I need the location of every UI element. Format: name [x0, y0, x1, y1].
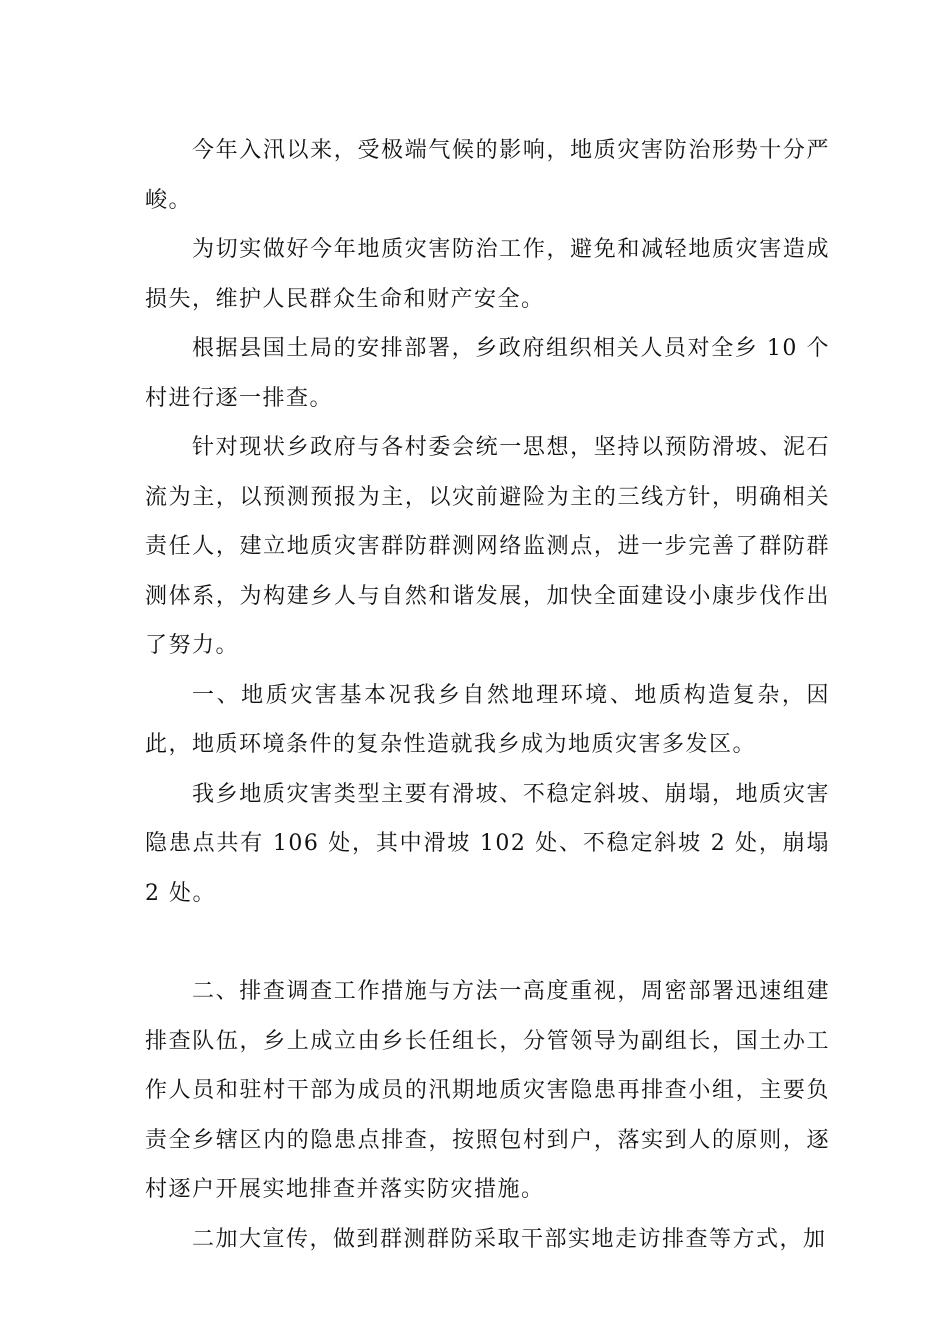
paragraph-hazard-types: 我乡地质灾害类型主要有滑坡、不稳定斜坡、崩塌，地质灾害隐患点共有 106 处，其中滑坡 102 处、不稳定斜坡 2 处，崩塌 2 处。 — [145, 781, 830, 906]
paragraph-section-two-measures: 二、排查调查工作措施与方法一高度重视，周密部署迅速组建排查队伍，乡上成立由乡长任组长，分管领导为副组长，国土办工作人员和驻村干部为成员的汛期地质灾害隐患再排查小组，主要负责全乡辖区内的隐患点排查，按照包村到户，落实到人的原则，逐村逐户开展实地排查并落实防灾措施。 — [145, 979, 830, 1202]
paragraph-policy-measures: 针对现状乡政府与各村委会统一思想，坚持以预防滑坡、泥石流为主，以预测预报为主，以灾前避险为主的三线方针，明确相关责任人，建立地质灾害群防群测网络监测点，进一步完善了群防群测体系，为构建乡人与自然和谐发展，加快全面建设小康步伐作出了努力。 — [145, 435, 830, 658]
paragraph-publicity: 二加大宣传，做到群测群防采取干部实地走访排查等方式，加 — [192, 1226, 827, 1252]
document-body — [145, 126, 830, 1264]
paragraph-section-one-basic-situation: 一、地质灾害基本况我乡自然地理环境、地质构造复杂，因此，地质环境条件的复杂性造就我乡成为地质灾害多发区。 — [145, 682, 830, 757]
paragraph-prevention-goal: 为切实做好今年地质灾害防治工作，避免和减轻地质灾害造成损失，维护人民群众生命和财产安全。 — [145, 237, 830, 312]
paragraph-investigation-arrangement: 根据县国土局的安排部署，乡政府组织相关人员对全乡 10 个村进行逐一排查。 — [145, 336, 830, 411]
paragraph-flood-season-intro: 今年入汛以来，受极端气候的影响，地质灾害防治形势十分严峻。 — [145, 138, 830, 213]
paragraph-gap — [145, 918, 830, 967]
